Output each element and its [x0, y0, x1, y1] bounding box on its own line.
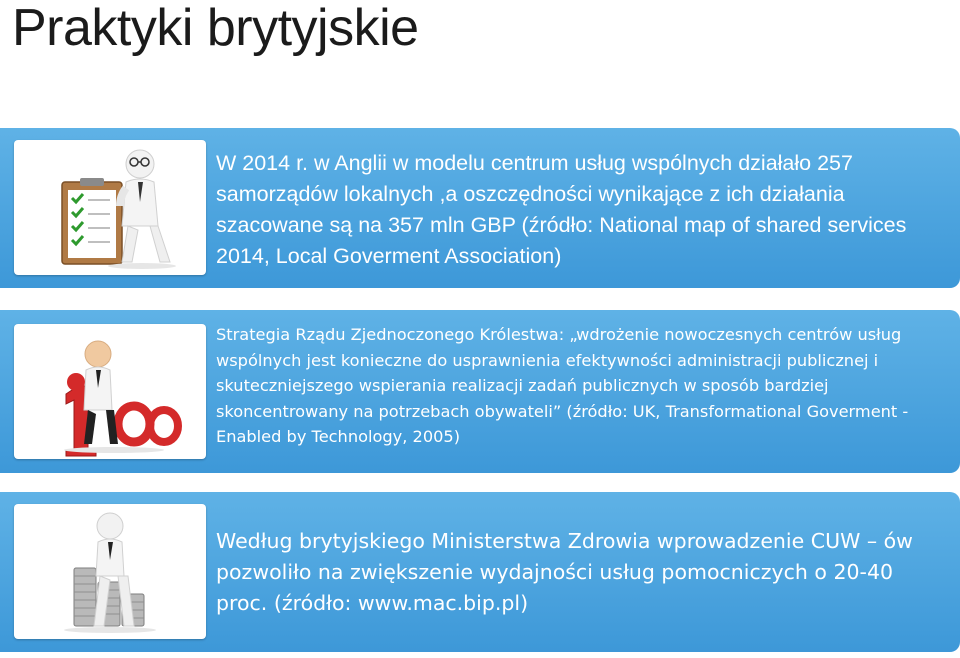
slide-title: Praktyki brytyjskie	[12, 0, 419, 57]
figure-with-coins-icon	[14, 504, 206, 639]
panel-2-text: Strategia Rządu Zjednoczonego Królestwa: „wdrożenie nowoczesnych centrów usług wspólnych jest konieczne do usprawnienia efektywności administracji publicznej i skuteczniejszego wspierania realizacji zadań publicznych w sposób bardziej skoncentrowany na potrzebach obywateli” (źródło: UK, Transformational Goverment - Enabled by Technology, 2005)	[216, 325, 909, 446]
info-panel-2	[0, 310, 960, 473]
figure-with-numbers-icon	[14, 324, 206, 459]
panel-1-text: W 2014 r. w Anglii w modelu centrum usług wspólnych działało 257 samorządów lokalnych ,a oszczędności wynikające z ich działania szacowane są na 357 mln GBP (źródło: National map of shared services 2014, Local Goverment Association)	[216, 151, 907, 268]
info-panel-1	[0, 128, 960, 288]
panel-3-text: Według brytyjskiego Ministerstwa Zdrowia wprowadzenie CUW – ów pozwoliło na zwiększenie wydajności usług pomocniczych o 20-40 proc. (źródło: www.mac.bip.pl)	[216, 529, 913, 615]
info-panel-3	[0, 492, 960, 652]
checklist-figure-icon	[14, 140, 206, 275]
